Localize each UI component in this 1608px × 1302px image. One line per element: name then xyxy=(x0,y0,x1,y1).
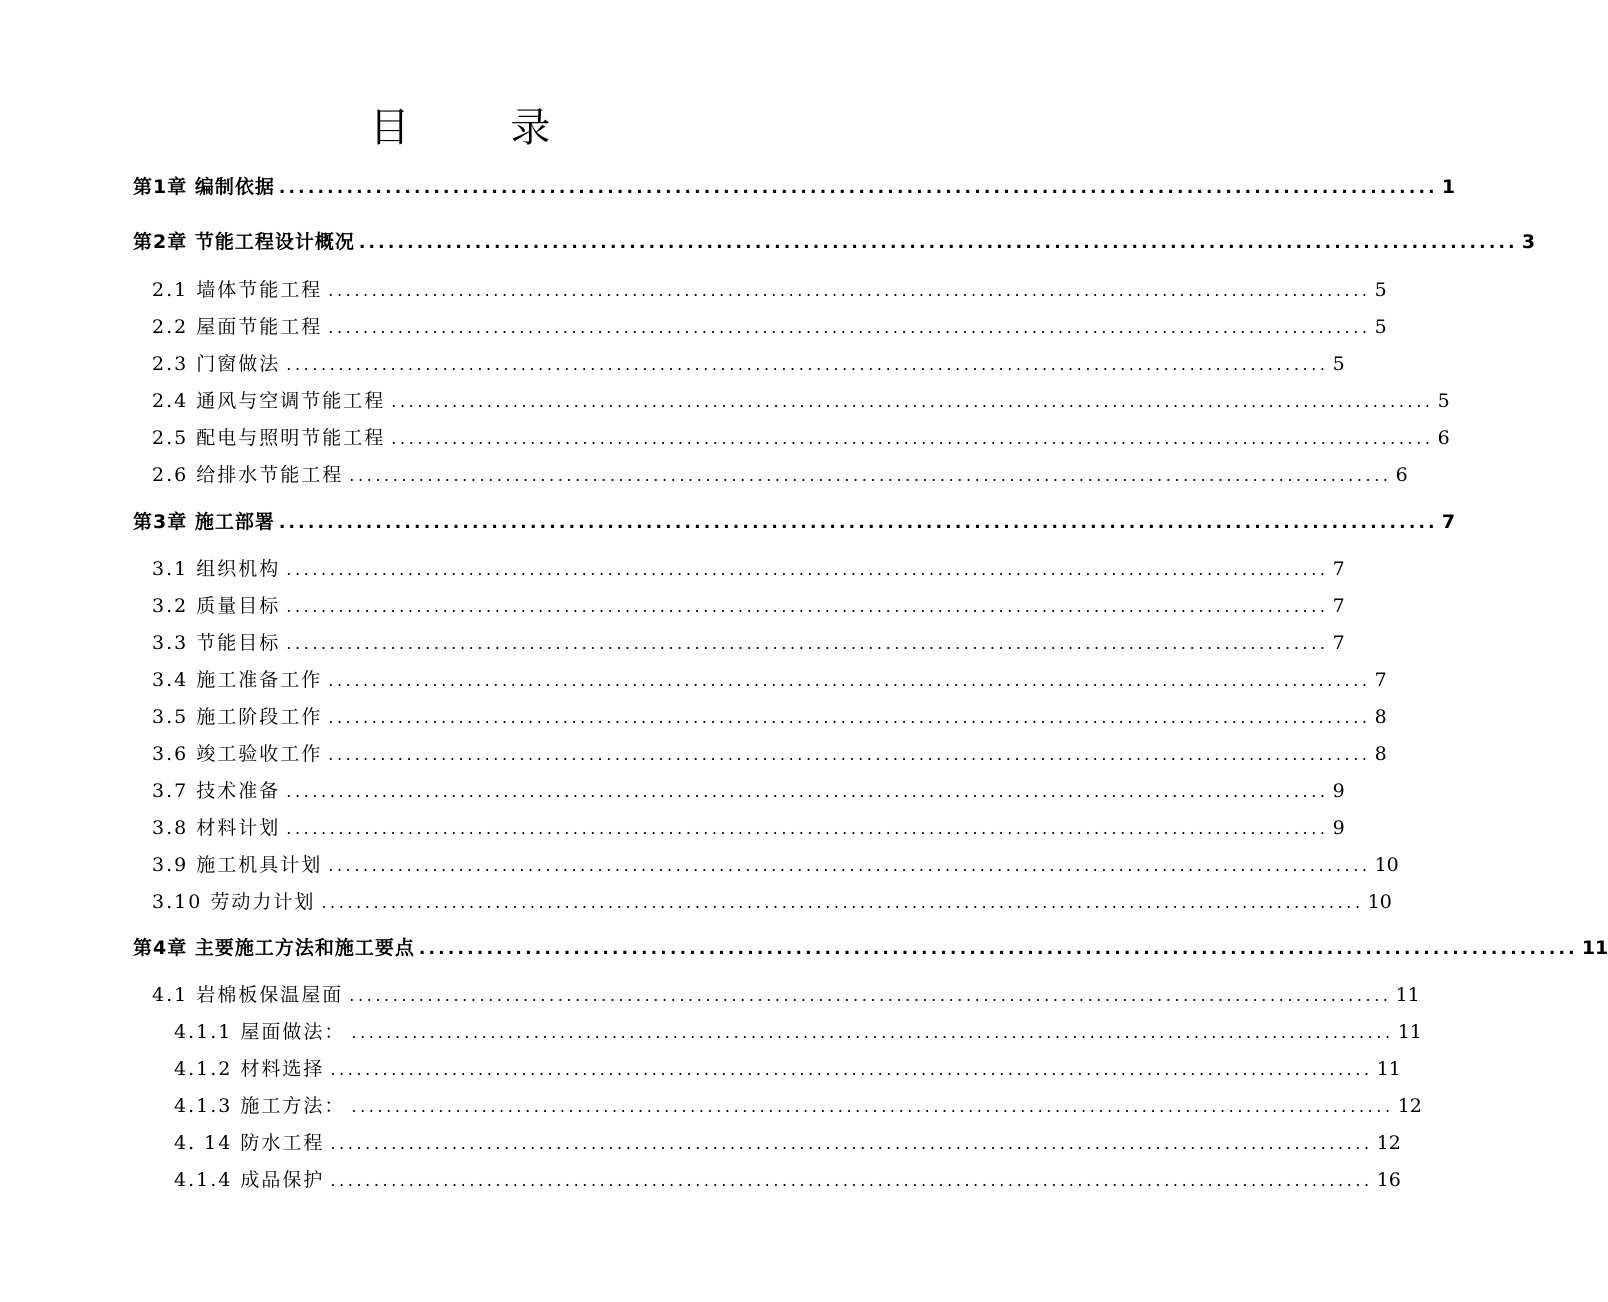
toc-page-number: 5 xyxy=(1374,316,1387,338)
toc-entry-label: 3.8 材料计划 xyxy=(152,817,281,839)
toc-entry[interactable] xyxy=(174,1018,1422,1046)
toc-leader-dots: ........................................................................................................................ xyxy=(328,671,1371,690)
toc-page-number: 5 xyxy=(1437,390,1450,412)
toc-leader-dots: ........................................................................................................................ xyxy=(286,819,1329,838)
toc-page-number: 6 xyxy=(1437,427,1450,449)
toc-leader-dots: ........................................................................................................................ xyxy=(330,1171,1373,1190)
toc-page-number: 16 xyxy=(1376,1169,1401,1191)
toc-entry-label: 3.2 质量目标 xyxy=(152,595,281,617)
toc-page-number: 11 xyxy=(1395,984,1420,1006)
toc-entry[interactable] xyxy=(174,1166,1401,1194)
toc-entry[interactable] xyxy=(174,1129,1401,1157)
toc-entry-label: 3.4 施工准备工作 xyxy=(152,669,323,691)
toc-page-number: 9 xyxy=(1332,780,1345,802)
toc-leader-dots: ........................................................................................................................ xyxy=(286,560,1329,579)
toc-leader-dots: ........................................................................................................................ xyxy=(349,986,1392,1005)
toc-entry-label: 2.4 通风与空调节能工程 xyxy=(152,390,386,412)
toc-entry[interactable] xyxy=(152,777,1345,805)
toc-entry-label: 4.1 岩棉板保温屋面 xyxy=(152,984,344,1006)
toc-page-number: 7 xyxy=(1332,632,1345,654)
toc-entry[interactable] xyxy=(152,461,1408,489)
toc-page-number: 9 xyxy=(1332,817,1345,839)
toc-page-number: 1 xyxy=(1441,176,1456,198)
toc-entry-label: 4.1.3 施工方法： xyxy=(174,1095,346,1117)
toc-entry-label: 第3章 施工部署 xyxy=(133,511,275,533)
toc-entry-label: 3.10 劳动力计划 xyxy=(152,891,316,913)
toc-entry-label: 4.1.2 材料选择 xyxy=(174,1058,325,1080)
toc-page-number: 8 xyxy=(1374,743,1387,765)
toc-entry[interactable] xyxy=(152,629,1345,657)
toc-entry[interactable] xyxy=(152,740,1387,768)
toc-entry[interactable] xyxy=(152,276,1387,304)
toc-leader-dots: ........................................................................................................................ xyxy=(328,856,1371,875)
toc-entry[interactable] xyxy=(174,1092,1422,1120)
toc-page-number: 11 xyxy=(1376,1058,1401,1080)
page-title: 目 录 xyxy=(369,105,595,151)
toc-leader-dots: ........................................................................................................................ xyxy=(278,178,1438,198)
toc-entry-label: 3.9 施工机具计划 xyxy=(152,854,323,876)
toc-page-number: 8 xyxy=(1374,706,1387,728)
toc-entry-label: 4.1.4 成品保护 xyxy=(174,1169,325,1191)
toc-leader-dots: ........................................................................................................................ xyxy=(358,233,1518,253)
toc-entry[interactable] xyxy=(152,814,1345,842)
toc-entry[interactable] xyxy=(152,592,1345,620)
toc-entry-label: 第2章 节能工程设计概况 xyxy=(133,231,355,253)
toc-leader-dots: ........................................................................................................................ xyxy=(286,782,1329,801)
toc-entry-label: 4.1.1 屋面做法： xyxy=(174,1021,346,1043)
toc-leader-dots: ........................................................................................................................ xyxy=(321,893,1364,912)
toc-leader-dots: ........................................................................................................................ xyxy=(351,1097,1394,1116)
toc-entry[interactable] xyxy=(133,508,1456,536)
toc-page-number: 6 xyxy=(1395,464,1408,486)
toc-entry-label: 第1章 编制依据 xyxy=(133,176,275,198)
toc-entry-label: 2.2 屋面节能工程 xyxy=(152,316,323,338)
toc-entry-label: 3.1 组织机构 xyxy=(152,558,281,580)
toc-entry[interactable] xyxy=(133,934,1608,962)
toc-entry-label: 3.3 节能目标 xyxy=(152,632,281,654)
toc-entry-label: 2.5 配电与照明节能工程 xyxy=(152,427,386,449)
toc-entry[interactable] xyxy=(152,981,1420,1009)
toc-leader-dots: ........................................................................................................................ xyxy=(330,1134,1373,1153)
toc-page-number: 7 xyxy=(1332,595,1345,617)
toc-page-number: 11 xyxy=(1397,1021,1422,1043)
toc-entry[interactable] xyxy=(152,387,1450,415)
toc-leader-dots: ........................................................................................................................ xyxy=(328,708,1371,727)
toc-entry[interactable] xyxy=(152,313,1387,341)
toc-leader-dots: ........................................................................................................................ xyxy=(286,355,1329,374)
toc-entry-label: 3.6 竣工验收工作 xyxy=(152,743,323,765)
toc-page-number: 11 xyxy=(1581,937,1608,959)
toc-entry[interactable] xyxy=(152,555,1345,583)
toc-entry[interactable] xyxy=(152,350,1345,378)
toc-entry-label: 3.7 技术准备 xyxy=(152,780,281,802)
toc-entry[interactable] xyxy=(152,888,1392,916)
toc-leader-dots: ........................................................................................................................ xyxy=(330,1060,1373,1079)
toc-leader-dots: ........................................................................................................................ xyxy=(286,597,1329,616)
toc-leader-dots: ........................................................................................................................ xyxy=(278,513,1438,533)
toc-entry-label: 3.5 施工阶段工作 xyxy=(152,706,323,728)
toc-page-number: 3 xyxy=(1521,231,1536,253)
toc-entry[interactable] xyxy=(133,228,1536,256)
toc-entry-label: 2.3 门窗做法 xyxy=(152,353,281,375)
toc-leader-dots: ........................................................................................................................ xyxy=(328,318,1371,337)
toc-page-number: 7 xyxy=(1332,558,1345,580)
toc-leader-dots: ........................................................................................................................ xyxy=(351,1023,1394,1042)
toc-page-number: 10 xyxy=(1367,891,1392,913)
toc-leader-dots: ........................................................................................................................ xyxy=(286,634,1329,653)
toc-page-number: 5 xyxy=(1374,279,1387,301)
toc-leader-dots: ........................................................................................................................ xyxy=(328,281,1371,300)
toc-page-number: 5 xyxy=(1332,353,1345,375)
toc-entry[interactable] xyxy=(152,424,1450,452)
toc-entry[interactable] xyxy=(152,666,1387,694)
toc-entry[interactable] xyxy=(152,703,1387,731)
toc-leader-dots: ........................................................................................................................ xyxy=(328,745,1371,764)
toc-page-number: 12 xyxy=(1397,1095,1422,1117)
toc-entry[interactable] xyxy=(174,1055,1401,1083)
toc-page-number: 12 xyxy=(1376,1132,1401,1154)
toc-entry-label: 4. 14 防水工程 xyxy=(174,1132,325,1154)
toc-leader-dots: ........................................................................................................................ xyxy=(391,392,1434,411)
toc-entry[interactable] xyxy=(152,851,1399,879)
toc-page-number: 10 xyxy=(1374,854,1399,876)
toc-leader-dots: ........................................................................................................................ xyxy=(418,939,1578,959)
toc-page-number: 7 xyxy=(1374,669,1387,691)
toc-leader-dots: ........................................................................................................................ xyxy=(391,429,1434,448)
toc-leader-dots: ........................................................................................................................ xyxy=(349,466,1392,485)
toc-entry[interactable] xyxy=(133,173,1456,201)
toc-page-number: 7 xyxy=(1441,511,1456,533)
toc-entry-label: 2.1 墙体节能工程 xyxy=(152,279,323,301)
toc-entry-label: 2.6 给排水节能工程 xyxy=(152,464,344,486)
toc-entry-label: 第4章 主要施工方法和施工要点 xyxy=(133,937,415,959)
